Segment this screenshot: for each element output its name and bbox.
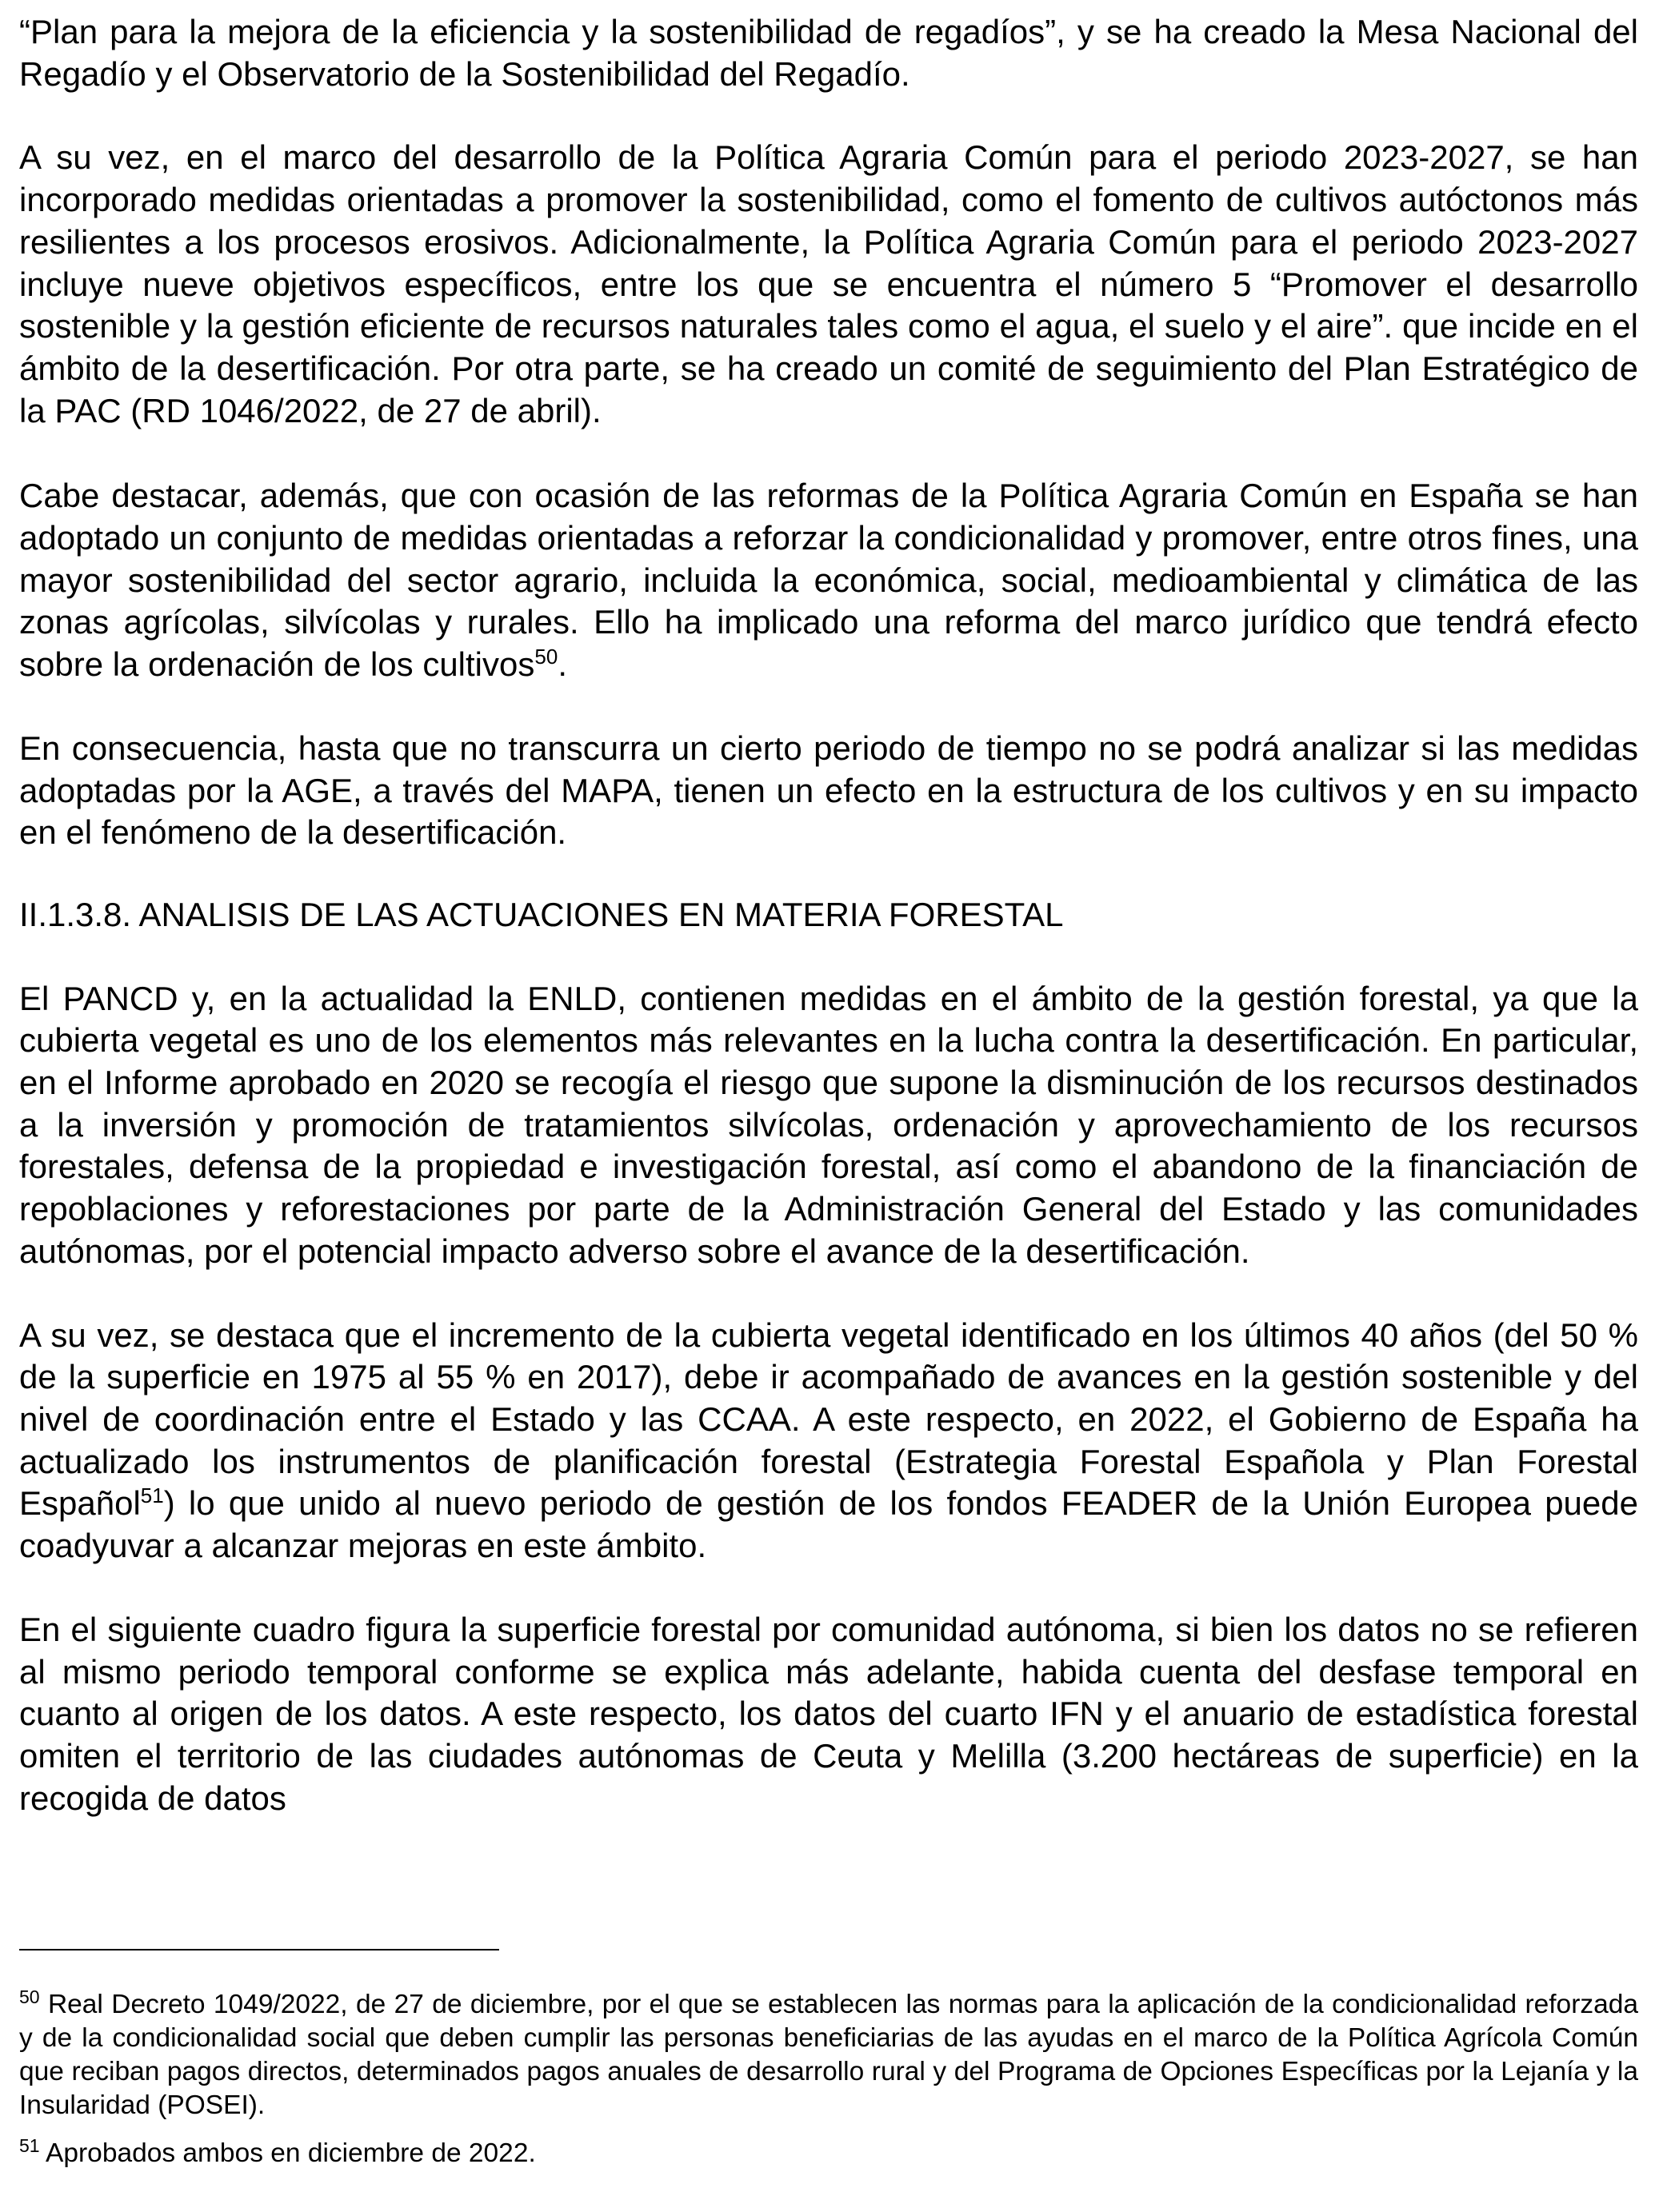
paragraph-3-end: . — [558, 645, 567, 684]
paragraph-6 — [19, 1315, 1638, 1567]
footnote-text: Aprobados ambos en diciembre de 2022. — [39, 2138, 536, 2168]
paragraph-5: El PANCD y, en la actualidad la ENLD, contienen medidas en el ámbito de la gestión forestal, ya que la cubierta vegetal es uno de los elementos más relevantes en la lucha contra la desertificación. En particular, en el Informe aprobado en 2020 se recogía el riesgo que supone la disminución de los recursos destinados a la inversión y promoción de tratamientos silvícolas, ordenación y aprovechamiento de los recursos forestales, defensa de la propiedad e investigación forestal, así como el abandono de la financiación de repoblaciones y reforestaciones por parte de la Administración General del Estado y las comunidades autónomas, por el potencial impacto adverso sobre el avance de la desertificación. — [19, 979, 1638, 1270]
section-heading: II.1.3.8. ANALISIS DE LAS ACTUACIONES EN MATERIA FORESTAL — [19, 895, 1064, 933]
paragraph-6-text: A su vez, se destaca que el incremento de la cubierta vegetal identificado en los últimos 40 años (del 50 % de la superficie en 1975 al 55 % en 2017), debe ir acompañado de avances en la gestión sostenible y del nivel de coordinación entre el Estado y las CCAA. A este respecto, en 2022, el Gobierno de España ha actualizado los instrumentos de planificación forestal (Estrategia Forestal Española y Plan Forestal Español — [19, 1316, 1638, 1523]
footnote-ref-50[interactable]: 50 — [534, 645, 558, 669]
footnote-text: Real Decreto 1049/2022, de 27 de diciembre, por el que se establecen las normas para la aplicación de la condicionalidad reforzada y de la condicionalidad social que deben cumplir las personas beneficiarias de las ayudas en el marco de la Política Agrícola Común que reciban pagos directos, determinados pagos anuales de desarrollo rural y del Programa de Opciones Específicas por la Lejanía y la Insularidad (POSEI). — [19, 1990, 1638, 2120]
footnote-number: 50 — [19, 1986, 40, 2007]
document-body — [19, 11, 1638, 1819]
paragraph-2: A su vez, en el marco del desarrollo de la Política Agraria Común para el periodo 2023-2027, se han incorporado medidas orientadas a promover la sostenibilidad, como el fomento de cultivos autóctonos más resilientes a los procesos erosivos. Adicionalmente, la Política Agraria Común para el periodo 2023-2027 incluye nueve objetivos específicos, entre los que se encuentra el número 5 “Promover el desarrollo sostenible y la gestión eficiente de recursos naturales tales como el agua, el suelo y el aire”. que incide en el ámbito de la desertificación. Por otra parte, se ha creado un comité de seguimiento del Plan Estratégico de la PAC (RD 1046/2022, de 27 de abril). — [19, 138, 1638, 429]
paragraph-3 — [19, 475, 1638, 686]
paragraph-1: “Plan para la mejora de la eficiencia y la sostenibilidad de regadíos”, y se ha creado la Mesa Nacional del Regadío y el Observatorio de la Sostenibilidad del Regadío. — [19, 13, 1638, 93]
footnote-50 — [19, 1988, 1638, 2122]
footnote-ref-51[interactable]: 51 — [140, 1483, 164, 1508]
footnotes-section — [19, 1988, 1638, 2170]
paragraph-3-text: Cabe destacar, además, que con ocasión de las reformas de la Política Agraria Común en España se han adoptado un conjunto de medidas orientadas a reforzar la condicionalidad y promover, entre otros fines, una mayor sostenibilidad del sector agrario, incluida la económica, social, medioambiental y climática de las zonas agrícolas, silvícolas y rurales. Ello ha implicado una reforma del marco jurídico que tendrá efecto sobre la ordenación de los cultivos — [19, 477, 1638, 684]
footnote-number: 51 — [19, 2135, 40, 2156]
paragraph-6-end: ) lo que unido al nuevo periodo de gestión de los fondos FEADER de la Unión Europea puede coadyuvar a alcanzar mejoras en este ámbito. — [19, 1484, 1638, 1565]
paragraph-7: En el siguiente cuadro figura la superficie forestal por comunidad autónoma, si bien los datos no se refieren al mismo periodo temporal conforme se explica más adelante, habida cuenta del desfase temporal en cuanto al origen de los datos. A este respecto, los datos del cuarto IFN y el anuario de estadística forestal omiten el territorio de las ciudades autónomas de Ceuta y Melilla (3.200 hectáreas de superficie) en la recogida de datos — [19, 1610, 1638, 1817]
footnote-51 — [19, 2137, 1638, 2170]
footnote-separator — [19, 1949, 499, 1950]
paragraph-4: En consecuencia, hasta que no transcurra un cierto periodo de tiempo no se podrá analizar si las medidas adoptadas por la AGE, a través del MAPA, tienen un efecto en la estructura de los cultivos y en su impacto en el fenómeno de la desertificación. — [19, 729, 1638, 852]
